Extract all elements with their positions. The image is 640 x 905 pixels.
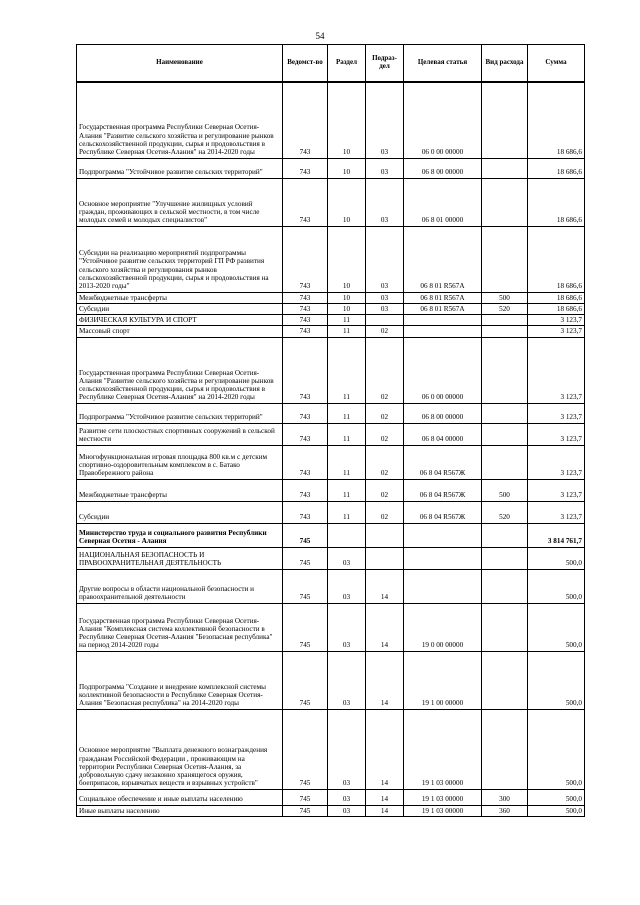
- row-dept: 743: [283, 158, 328, 178]
- table-row: [77, 292, 585, 303]
- row-subsection: 02: [366, 501, 404, 523]
- row-expense: [482, 226, 528, 292]
- table-row: [77, 303, 585, 314]
- row-subsection: 14: [366, 569, 404, 603]
- row-target: 06 8 04 R567Ж: [404, 501, 482, 523]
- table-row: [77, 547, 585, 569]
- row-section: 10: [328, 226, 366, 292]
- row-target: 06 8 00 00000: [404, 158, 482, 178]
- row-target: 06 8 01 R567А: [404, 292, 482, 303]
- table-row: [77, 523, 585, 547]
- row-target: 19 1 03 00000: [404, 789, 482, 805]
- row-sum: 3 123,7: [528, 479, 585, 501]
- row-sum: 18 686,6: [528, 82, 585, 158]
- row-target: 06 8 04 R567Ж: [404, 479, 482, 501]
- row-section: 03: [328, 569, 366, 603]
- table-row: [77, 178, 585, 226]
- row-section: 03: [328, 651, 366, 709]
- row-target: 19 1 00 00000: [404, 651, 482, 709]
- row-dept: 743: [283, 337, 328, 403]
- row-section: 03: [328, 789, 366, 805]
- row-sum: 3 123,7: [528, 445, 585, 479]
- row-dept: 743: [283, 226, 328, 292]
- row-subsection: 02: [366, 326, 404, 337]
- row-subsection: 03: [366, 292, 404, 303]
- table-row: [77, 569, 585, 603]
- row-expense: [482, 445, 528, 479]
- row-expense: 520: [482, 303, 528, 314]
- row-name: Массовый спорт: [77, 326, 283, 337]
- row-name: Иные выплаты населению: [77, 805, 283, 816]
- row-name: НАЦИОНАЛЬНАЯ БЕЗОПАСНОСТЬ И ПРАВООХРАНИТЕЛЬНАЯ ДЕЯТЕЛЬНОСТЬ: [77, 547, 283, 569]
- table-row: [77, 479, 585, 501]
- row-sum: 18 686,6: [528, 303, 585, 314]
- row-section: 11: [328, 445, 366, 479]
- row-expense: [482, 709, 528, 789]
- row-name: Подпрограмма "Создание и внедрение комплексной системы коллективной безопасности в Республике Северная Осетия-Алания "Безопасная республика" на 2014-2020 годы: [77, 651, 283, 709]
- row-expense: 360: [482, 805, 528, 816]
- row-sum: 3 123,7: [528, 337, 585, 403]
- row-name: Субсидии: [77, 303, 283, 314]
- row-name: Основное мероприятие "Улучшение жилищных условий граждан, проживающих в сельской местности, в том числе молодых семей и молодых специалистов": [77, 178, 283, 226]
- row-section: 11: [328, 501, 366, 523]
- row-subsection: 03: [366, 158, 404, 178]
- row-target: 06 8 01 R567А: [404, 303, 482, 314]
- row-expense: [482, 315, 528, 326]
- row-sum: 500,0: [528, 789, 585, 805]
- row-target: 19 0 00 00000: [404, 603, 482, 651]
- row-dept: 745: [283, 603, 328, 651]
- row-dept: 743: [283, 178, 328, 226]
- row-dept: 743: [283, 326, 328, 337]
- table-row: [77, 651, 585, 709]
- table-row: [77, 789, 585, 805]
- row-section: 03: [328, 805, 366, 816]
- page-number: 54: [315, 31, 325, 41]
- row-sum: 3 123,7: [528, 501, 585, 523]
- row-expense: [482, 547, 528, 569]
- row-sum: 18 686,6: [528, 292, 585, 303]
- row-subsection: 02: [366, 337, 404, 403]
- row-subsection: 03: [366, 226, 404, 292]
- row-dept: 743: [283, 445, 328, 479]
- table-row: [77, 158, 585, 178]
- table-row: [77, 337, 585, 403]
- row-section: 10: [328, 303, 366, 314]
- row-expense: [482, 337, 528, 403]
- row-section: 11: [328, 326, 366, 337]
- row-expense: 520: [482, 501, 528, 523]
- row-section: 11: [328, 337, 366, 403]
- table-row: [77, 603, 585, 651]
- row-dept: 745: [283, 651, 328, 709]
- table-body: [77, 82, 585, 816]
- row-subsection: 02: [366, 423, 404, 445]
- row-section: 11: [328, 423, 366, 445]
- row-sum: 3 123,7: [528, 423, 585, 445]
- header-name: Наименование: [77, 45, 283, 83]
- row-target: 06 8 04 00000: [404, 423, 482, 445]
- row-subsection: 02: [366, 479, 404, 501]
- table-row: [77, 501, 585, 523]
- row-section: 10: [328, 292, 366, 303]
- row-expense: [482, 158, 528, 178]
- header-sum: Сумма: [528, 45, 585, 83]
- row-name: Многофункциональная игровая площадка 800 кв.м с детским спортивно-оздоровительным комплексом в с. Батако Правобережного района: [77, 445, 283, 479]
- row-name: Подпрограмма "Устойчивое развитие сельских территорий": [77, 158, 283, 178]
- row-section: 10: [328, 158, 366, 178]
- row-section: [328, 523, 366, 547]
- row-section: 10: [328, 82, 366, 158]
- row-sum: 3 814 761,7: [528, 523, 585, 547]
- row-section: 03: [328, 547, 366, 569]
- row-sum: 18 686,6: [528, 158, 585, 178]
- table-row: [77, 82, 585, 158]
- row-target: 19 1 03 00000: [404, 709, 482, 789]
- table-row: [77, 445, 585, 479]
- row-expense: [482, 82, 528, 158]
- row-target: 06 8 01 R567А: [404, 226, 482, 292]
- table-row: [77, 423, 585, 445]
- row-dept: 743: [283, 303, 328, 314]
- row-dept: 743: [283, 423, 328, 445]
- budget-table: [76, 44, 585, 817]
- row-target: 06 0 00 00000: [404, 337, 482, 403]
- row-name: Межбюджетные трансферты: [77, 479, 283, 501]
- row-dept: 745: [283, 805, 328, 816]
- row-section: 11: [328, 479, 366, 501]
- row-target: 06 8 00 00000: [404, 403, 482, 423]
- row-dept: 743: [283, 403, 328, 423]
- row-expense: [482, 651, 528, 709]
- row-target: 06 0 00 00000: [404, 82, 482, 158]
- row-target: [404, 547, 482, 569]
- row-dept: 743: [283, 292, 328, 303]
- row-section: 11: [328, 315, 366, 326]
- row-name: Межбюджетные трансферты: [77, 292, 283, 303]
- row-sum: 500,0: [528, 709, 585, 789]
- row-subsection: 14: [366, 805, 404, 816]
- row-dept: 743: [283, 501, 328, 523]
- row-name: Министерство труда и социального развития Республики Северная Осетия - Алания: [77, 523, 283, 547]
- row-name: Государственная программа Республики Северная Осетия-Алания "Комплексная система коллективной безопасности в Республике Северная Осетия-Алания "Безопасная республика" на период 2014-2020 годы: [77, 603, 283, 651]
- row-name: Развитие сети плоскостных спортивных сооружений в сельской местности: [77, 423, 283, 445]
- row-name: Субсидии: [77, 501, 283, 523]
- header-dept: Ведомст-во: [283, 45, 328, 83]
- row-section: 03: [328, 709, 366, 789]
- table-row: [77, 315, 585, 326]
- row-subsection: 14: [366, 709, 404, 789]
- row-name: ФИЗИЧЕСКАЯ КУЛЬТУРА И СПОРТ: [77, 315, 283, 326]
- row-dept: 743: [283, 82, 328, 158]
- table-row: [77, 326, 585, 337]
- row-sum: 3 123,7: [528, 326, 585, 337]
- row-expense: [482, 569, 528, 603]
- row-expense: 500: [482, 479, 528, 501]
- row-target: [404, 315, 482, 326]
- row-expense: [482, 603, 528, 651]
- row-expense: [482, 326, 528, 337]
- row-dept: 745: [283, 569, 328, 603]
- row-dept: 745: [283, 523, 328, 547]
- row-sum: 500,0: [528, 547, 585, 569]
- row-sum: 18 686,6: [528, 226, 585, 292]
- row-expense: [482, 403, 528, 423]
- row-subsection: [366, 523, 404, 547]
- row-name: Государственная программа Республики Северная Осетия-Алания "Развитие сельского хозяйства и регулирование рынков сельскохозяйственной продукции, сырья и продовольствия в Республике Северная Осетия-Алания" на 2014-2020 годы: [77, 337, 283, 403]
- table-row: [77, 226, 585, 292]
- row-target: [404, 569, 482, 603]
- row-subsection: [366, 547, 404, 569]
- row-subsection: 03: [366, 178, 404, 226]
- row-subsection: 14: [366, 789, 404, 805]
- table-header: [77, 45, 585, 83]
- row-dept: 743: [283, 315, 328, 326]
- row-dept: 745: [283, 709, 328, 789]
- row-expense: [482, 523, 528, 547]
- row-target: 06 8 01 00000: [404, 178, 482, 226]
- row-expense: [482, 178, 528, 226]
- row-section: 11: [328, 403, 366, 423]
- row-sum: 500,0: [528, 651, 585, 709]
- row-expense: 300: [482, 789, 528, 805]
- row-target: 06 8 04 R567Ж: [404, 445, 482, 479]
- row-name: Подпрограмма "Устойчивое развитие сельских территорий": [77, 403, 283, 423]
- row-sum: 18 686,6: [528, 178, 585, 226]
- row-sum: 500,0: [528, 603, 585, 651]
- row-name: Другие вопросы в области национальной безопасности и правоохранительной деятельности: [77, 569, 283, 603]
- row-name: Социальное обеспечение и иные выплаты населению: [77, 789, 283, 805]
- row-name: Субсидии на реализацию мероприятий подпрограммы "Устойчивое развитие сельских территорий ГП РФ развития сельского хозяйства и регулирования рынков сельскохозяйственной продукции, сырья и продовольствия на 2013-2020 годы": [77, 226, 283, 292]
- row-section: 10: [328, 178, 366, 226]
- row-subsection: 03: [366, 303, 404, 314]
- table-row: [77, 403, 585, 423]
- row-name: Государственная программа Республики Северная Осетия-Алания "Развитие сельского хозяйства и регулирование рынков сельскохозяйственной продукции, сырья и продовольствия в Республике Северная Осетия-Алания" на 2014-2020 годы: [77, 82, 283, 158]
- row-subsection: 02: [366, 403, 404, 423]
- row-subsection: 14: [366, 603, 404, 651]
- row-subsection: 14: [366, 651, 404, 709]
- row-target: 19 1 03 00000: [404, 805, 482, 816]
- row-sum: 3 123,7: [528, 315, 585, 326]
- row-subsection: [366, 315, 404, 326]
- row-subsection: 03: [366, 82, 404, 158]
- header-target: Целевая статья: [404, 45, 482, 83]
- row-target: [404, 326, 482, 337]
- row-sum: 3 123,7: [528, 403, 585, 423]
- row-name: Основное мероприятие "Выплата денежного вознаграждения гражданам Российской Федерации , проживающим на территории Республики Северная Осетия-Алания, за добровольную сдачу незаконно хранящегося оружия, боеприпасов, взрывчатых веществ и взрывных устройств": [77, 709, 283, 789]
- row-sum: 500,0: [528, 805, 585, 816]
- row-dept: 745: [283, 789, 328, 805]
- table-row: [77, 709, 585, 789]
- row-subsection: 02: [366, 445, 404, 479]
- header-subsection: Подраз-дел: [366, 45, 404, 83]
- row-target: [404, 523, 482, 547]
- row-expense: [482, 423, 528, 445]
- header-section: Раздел: [328, 45, 366, 83]
- table-row: [77, 805, 585, 816]
- row-sum: 500,0: [528, 569, 585, 603]
- row-section: 03: [328, 603, 366, 651]
- row-expense: 500: [482, 292, 528, 303]
- row-dept: 743: [283, 479, 328, 501]
- header-expense: Вид расхода: [482, 45, 528, 83]
- row-dept: 745: [283, 547, 328, 569]
